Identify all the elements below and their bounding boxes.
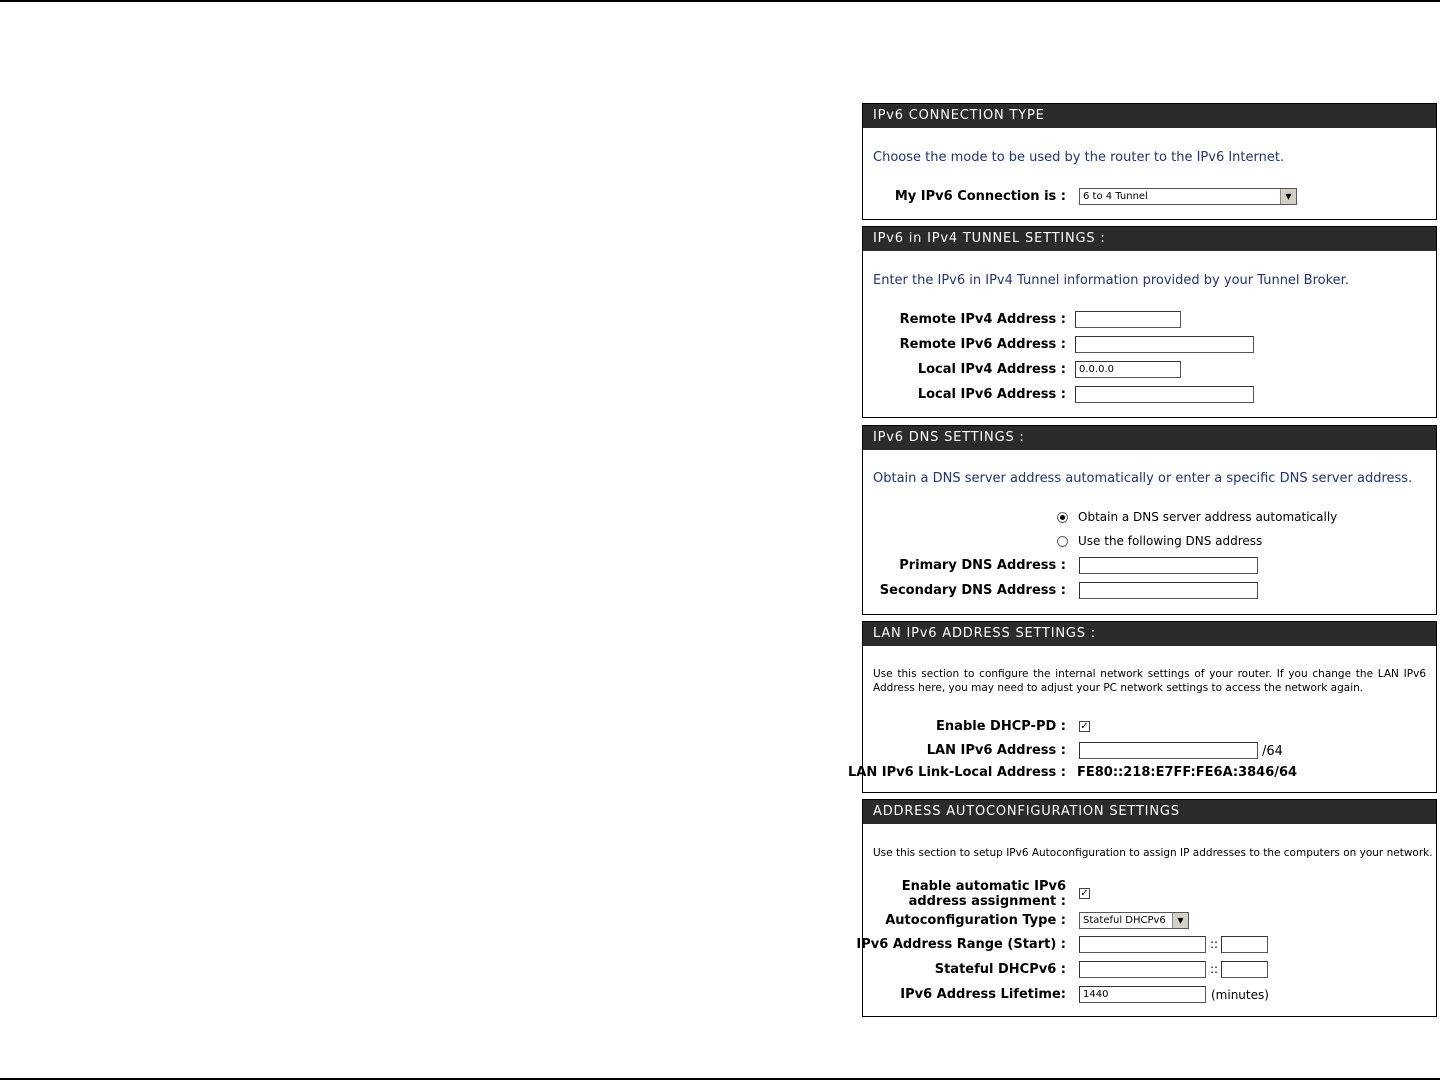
section-header: IPv6 DNS SETTINGS : [863,426,1436,450]
prefix-length: /64 [1262,744,1283,759]
lifetime-label: IPv6 Address Lifetime: [900,987,1066,1002]
range-start-prefix-input[interactable] [1079,936,1206,953]
chevron-down-icon[interactable]: ▼ [1172,913,1188,928]
remote-ipv4-label: Remote IPv4 Address : [899,312,1066,327]
dns-manual-radio[interactable] [1057,536,1068,547]
local-ipv6-input[interactable] [1075,386,1254,403]
section-intro: Enter the IPv6 in IPv4 Tunnel information provided by your Tunnel Broker. [873,273,1349,288]
remote-ipv6-input[interactable] [1075,336,1254,353]
lan-ipv6-address-input[interactable] [1079,742,1258,759]
lan-ipv6-address-label: LAN IPv6 Address : [926,743,1066,758]
top-rule [0,0,1440,2]
chevron-down-icon[interactable]: ▼ [1280,189,1296,204]
local-ipv6-label: Local IPv6 Address : [917,387,1066,402]
range-separator: :: [1210,937,1219,951]
radio-selected-dot [1060,515,1065,520]
dns-manual-label: Use the following DNS address [1078,534,1263,548]
range-start-suffix-input[interactable] [1221,936,1268,953]
range-end-suffix-input[interactable] [1221,961,1268,978]
enable-autoconfig-label-line2: address assignment : [908,894,1066,909]
autoconfig-section [856,799,1437,1017]
lan-ipv6-section [848,621,1437,793]
dns-auto-radio[interactable] [1057,512,1068,523]
section-intro: Obtain a DNS server address automatically or enter a specific DNS server address. [873,471,1413,486]
connection-type-value: 6 to 4 Tunnel [1083,191,1148,202]
section-header: ADDRESS AUTOCONFIGURATION SETTINGS [863,800,1436,824]
range-separator: :: [1210,962,1219,976]
remote-ipv6-label: Remote IPv6 Address : [899,337,1066,352]
remote-ipv4-input[interactable] [1075,311,1181,328]
enable-autoconfig-label [902,879,1066,909]
section-intro: Use this section to configure the internal network settings of your router. If you change the LAN IPv6 Address here, you may need to adjust your PC network settings to access the network again. [873,668,1426,694]
primary-dns-label: Primary DNS Address : [899,558,1066,573]
connection-type-label: My IPv6 Connection is : [894,189,1066,204]
connection-type-select[interactable] [1079,188,1297,205]
tunnel-settings-section [862,226,1437,418]
link-local-label: LAN IPv6 Link-Local Address : [848,765,1066,780]
local-ipv4-label: Local IPv4 Address : [917,362,1066,377]
secondary-dns-input[interactable] [1079,582,1258,599]
section-header: LAN IPv6 ADDRESS SETTINGS : [863,622,1436,646]
link-local-value: FE80::218:E7FF:FE6A:3846/64 [1077,765,1298,780]
section-header: IPv6 in IPv4 TUNNEL SETTINGS : [863,227,1436,251]
autoconfig-type-value: Stateful DHCPv6 [1083,915,1166,926]
ipv6-connection-type-section [862,103,1437,220]
section-intro: Choose the mode to be used by the router to the IPv6 Internet. [873,150,1285,165]
dhcp-pd-label: Enable DHCP-PD : [936,719,1066,734]
local-ipv4-input[interactable]: 0.0.0.0 [1075,361,1181,378]
dns-auto-label: Obtain a DNS server address automatically [1078,510,1338,524]
enable-autoconfig-checkbox[interactable]: ✓ [1080,888,1089,899]
autoconfig-type-label: Autoconfiguration Type : [885,913,1066,928]
lifetime-unit: (minutes) [1211,988,1269,1002]
range-end-prefix-input[interactable] [1079,961,1206,978]
section-header: IPv6 CONNECTION TYPE [863,104,1436,128]
range-start-label: IPv6 Address Range (Start) : [856,937,1066,952]
lifetime-input[interactable]: 1440 [1079,986,1206,1003]
secondary-dns-label: Secondary DNS Address : [879,583,1066,598]
bottom-rule [0,1078,1440,1080]
enable-autoconfig-label-line1: Enable automatic IPv6 [901,879,1066,894]
dhcp-pd-checkbox[interactable]: ✓ [1080,721,1089,732]
dns-settings-section [862,425,1437,615]
primary-dns-input[interactable] [1079,557,1258,574]
range-end-label: Stateful DHCPv6 : [934,962,1066,977]
section-intro: Use this section to setup IPv6 Autoconfiguration to assign IP addresses to the computers on your network. [873,847,1433,859]
autoconfig-type-select[interactable] [1079,912,1189,929]
